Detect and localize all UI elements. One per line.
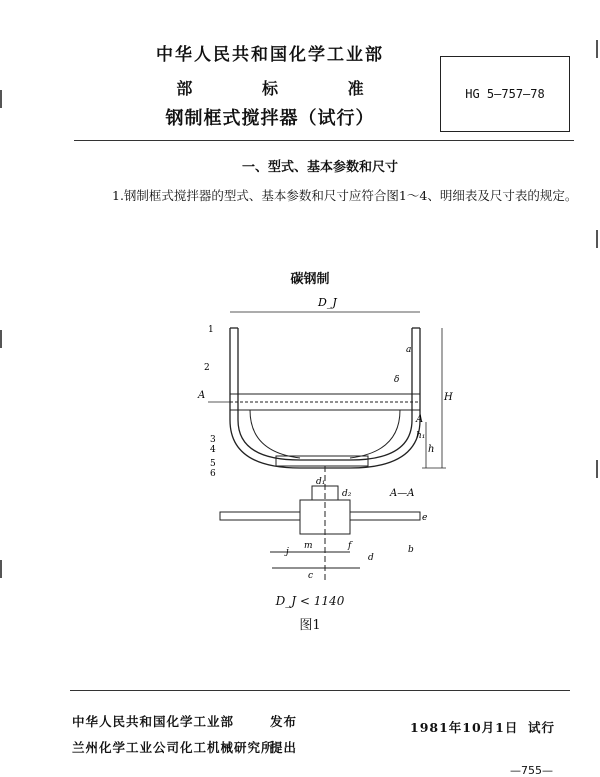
scan-edge-mark [0,330,2,348]
label-d2: d₂ [342,489,352,499]
label-h: h [428,444,435,455]
issuer: 中华人民共和国化学工业部 [72,714,235,729]
label-A-right: A [416,414,424,425]
label-A-left: A [198,390,206,401]
label-H: H [444,392,453,403]
scan-edge-mark [596,40,598,58]
document-title: 钢制框式搅拌器（试行） [165,108,375,129]
label-b: b [408,545,414,555]
label-d1: d₁ [316,477,326,487]
scan-edge-mark [596,460,598,478]
section-heading: 一、型式、基本参数和尺寸 [241,160,398,175]
scan-edge-mark [0,560,2,578]
figure-formula: D_J < 1140 [275,594,345,608]
label-c: c [308,571,314,581]
dimension-lines [208,312,446,468]
label-j: j [286,547,289,557]
body-paragraph: 1.钢制框式搅拌器的型式、基本参数和尺寸应符合图1～4、明细表及尺寸表的规定。 [112,188,578,203]
standard-code-box [440,56,570,132]
label-dj: D_J [318,296,337,309]
vessel-outline [230,328,420,468]
scan-edge-mark [596,230,598,248]
label-d: d [368,553,374,563]
part-label-5: 5 [210,459,216,469]
material-label: 碳钢制 [290,272,330,287]
agitator-drawing [190,290,453,590]
part-label-2: 2 [204,363,210,373]
part-label-4: 4 [210,445,216,455]
date-status: 试行 [528,720,556,735]
scan-edge-mark [0,90,2,108]
label-f: f [348,541,352,551]
effective-date: 1981年10月1日 [410,720,519,735]
header-divider [74,140,574,141]
propose-action: 提出 [270,740,298,755]
standard-type: 部 标 准 [176,79,396,98]
frame-paddle [230,394,420,466]
part-label-6: 6 [210,469,216,479]
page-number: —755— [510,764,553,777]
label-m: m [304,541,313,551]
label-delta: δ [394,375,400,385]
label-e: e [422,513,428,523]
proposer: 兰州化学工业公司化工机械研究所 [72,740,275,755]
standard-code: HG 5—757—78 [465,87,545,101]
label-a: a [406,345,412,355]
footer-divider [70,690,570,691]
part-label-1: 1 [208,325,214,335]
part-label-3: 3 [210,435,216,445]
figure-caption: 图1 [299,618,321,633]
issue-action: 发布 [270,714,298,729]
ministry-name: 中华人民共和国化学工业部 [156,45,384,65]
label-AA: A—A [390,488,415,499]
label-h1: h₁ [416,431,426,441]
